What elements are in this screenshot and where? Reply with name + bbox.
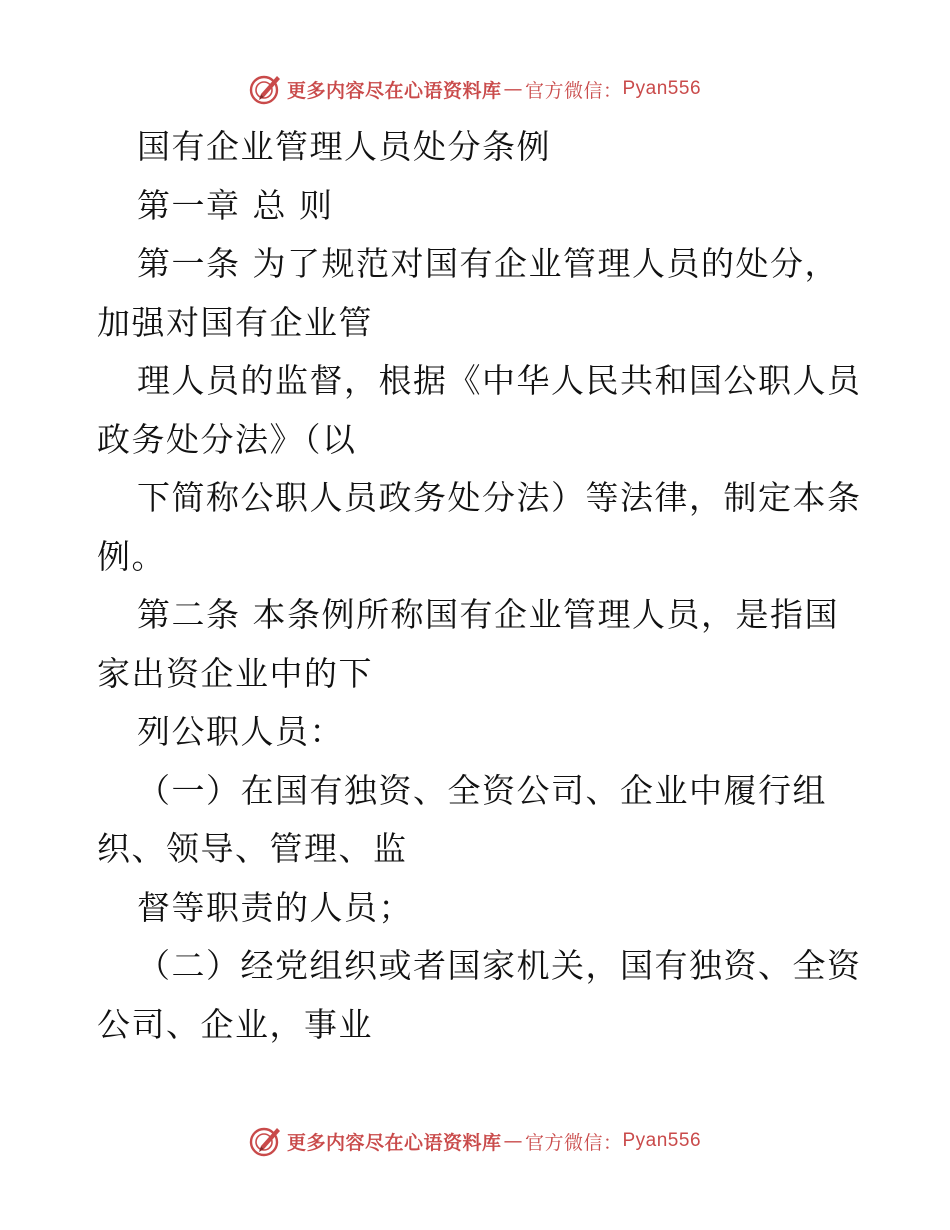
pen-logo-icon <box>249 72 283 106</box>
footer-watermark <box>0 1121 950 1161</box>
article-line: 加强对国有企业管 <box>97 302 373 342</box>
article-line: 政务处分法》（以 <box>97 419 357 459</box>
header-watermark <box>0 69 950 109</box>
article-line: 例。 <box>97 536 166 576</box>
watermark-wechat-id: Pyan556 <box>622 1130 702 1151</box>
clause-line: （一）在国有独资、全资公司、企业中履行组 <box>137 770 827 810</box>
watermark-main-text: 更多内容尽在心语资料库 <box>286 79 502 102</box>
clause-line: 督等职责的人员； <box>137 887 413 927</box>
watermark-sub-text: 官方微信： <box>524 1131 623 1154</box>
article-line: 下简称公职人员政务处分法）等法律，制定本条 <box>137 478 862 517</box>
article-line: 第一条 为了规范对国有企业管理人员的处分， <box>137 244 839 283</box>
chapter-heading: 第一章 总 则 <box>137 185 334 225</box>
document-body <box>97 118 862 1054</box>
article-line: 列公职人员： <box>137 712 344 751</box>
article-line: 理人员的监督，根据《中华人民共和国公职人员 <box>137 361 862 400</box>
watermark-wechat-id: Pyan556 <box>622 78 702 99</box>
article-line: 第二条 本条例所称国有企业管理人员，是指国 <box>137 595 839 634</box>
clause-line: 公司、企业，事业 <box>97 1004 373 1044</box>
watermark-dash: — <box>503 78 523 100</box>
clause-line: （二）经党组织或者国家机关，国有独资、全资 <box>137 946 862 985</box>
document-title: 国有企业管理人员处分条例 <box>137 127 551 166</box>
watermark-dash: — <box>503 1130 523 1152</box>
clause-line: 织、领导、管理、监 <box>97 829 408 868</box>
article-line: 家出资企业中的下 <box>97 653 373 693</box>
watermark-main-text: 更多内容尽在心语资料库 <box>286 1131 502 1154</box>
pen-logo-icon <box>249 1124 283 1158</box>
watermark-sub-text: 官方微信： <box>524 79 623 102</box>
